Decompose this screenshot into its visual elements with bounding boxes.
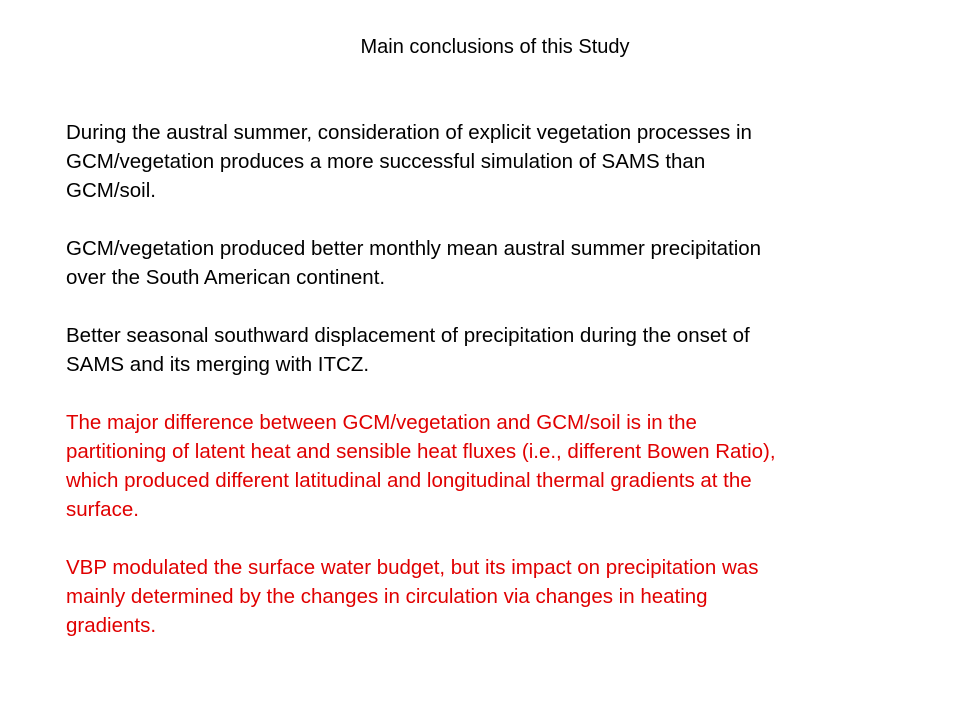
- paragraph-line: over the South American continent.: [66, 266, 386, 289]
- conclusion-paragraph-seasonal-displacement: [66, 321, 946, 379]
- paragraph-line: GCM/soil.: [66, 179, 156, 202]
- paragraph-line: GCM/vegetation produced better monthly mean austral summer precipitation: [66, 237, 762, 260]
- paragraph-line: mainly determined by the changes in circulation via changes in heating: [66, 585, 708, 608]
- paragraph-line: SAMS and its merging with ITCZ.: [66, 353, 370, 376]
- paragraph-line: Better seasonal southward displacement of precipitation during the onset of: [66, 324, 750, 347]
- paragraph-line: which produced different latitudinal and longitudinal thermal gradients at the: [66, 469, 752, 492]
- conclusion-paragraph-heat-flux-partitioning: [66, 408, 946, 524]
- slide-title: Main conclusions of this Study: [360, 36, 630, 58]
- paragraph-line: The major difference between GCM/vegetation and GCM/soil is in the: [66, 411, 697, 434]
- conclusion-paragraph-precipitation: [66, 234, 946, 292]
- paragraph-line: partitioning of latent heat and sensible heat fluxes (i.e., different Bowen Ratio),: [66, 440, 776, 463]
- paragraph-line: gradients.: [66, 614, 157, 637]
- conclusion-paragraph-water-budget: [66, 553, 946, 640]
- paragraph-line: During the austral summer, consideration of explicit vegetation processes in: [66, 121, 752, 144]
- slide-body: [66, 118, 946, 669]
- paragraph-line: GCM/vegetation produces a more successful simulation of SAMS than: [66, 150, 706, 173]
- paragraph-line: surface.: [66, 498, 139, 521]
- conclusion-paragraph-vegetation-processes: [66, 118, 946, 205]
- paragraph-line: VBP modulated the surface water budget, but its impact on precipitation was: [66, 556, 759, 579]
